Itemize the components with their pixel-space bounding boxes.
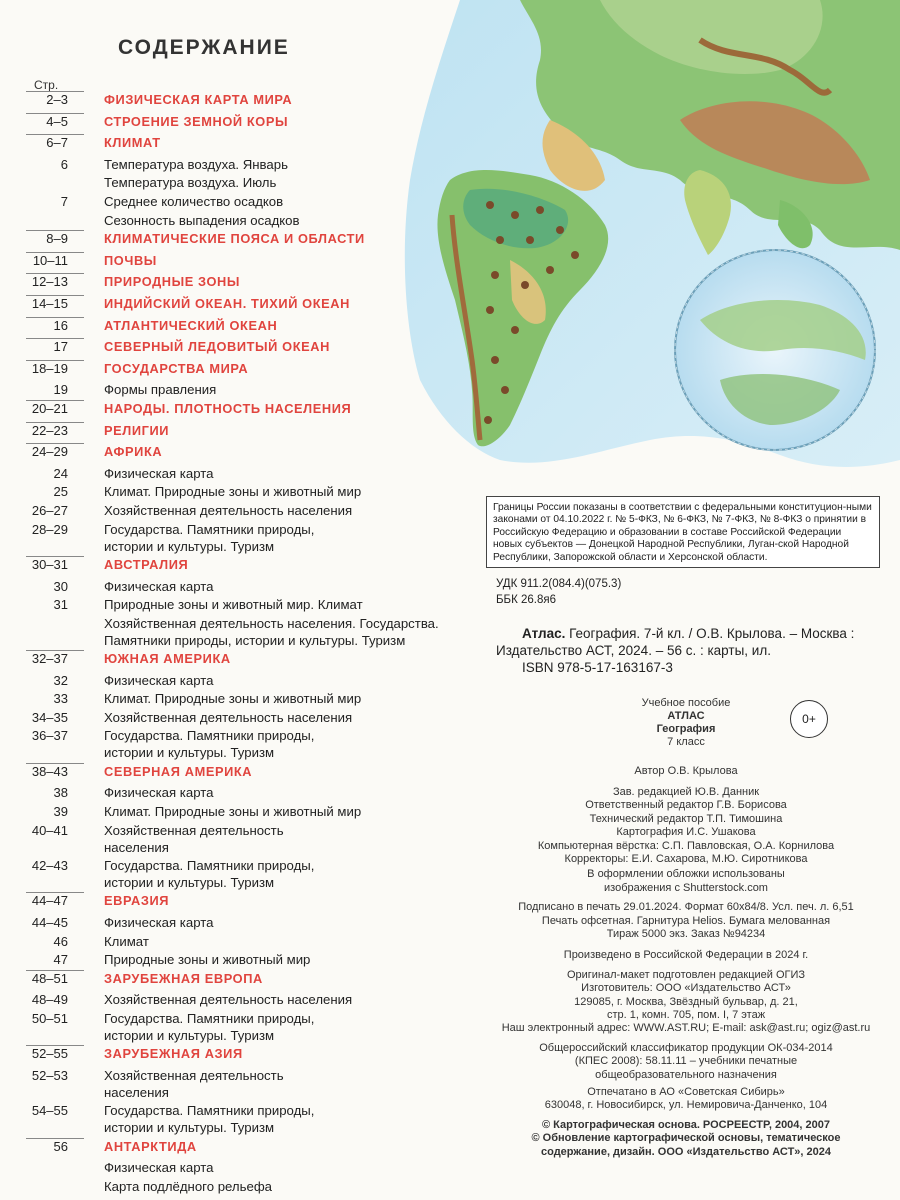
toc-page-number: 7 (60, 194, 68, 209)
printer-line: 630048, г. Новосибирск, ул. Немировича-Данченко, 104 (544, 1099, 828, 1112)
toc-label: АНТАРКТИДА (104, 1138, 197, 1154)
toc-label: ЮЖНАЯ АМЕРИКА (104, 651, 231, 667)
toc-label: СЕВЕРНАЯ АМЕРИКА (104, 763, 253, 779)
staff-line: Технический редактор Т.П. Тимошина (589, 812, 783, 825)
toc-label: Физическая карта (104, 914, 214, 930)
toc-label: АФРИКА (104, 444, 163, 460)
page-title: СОДЕРЖАНИЕ (118, 36, 290, 59)
age-rating-badge: 0+ (790, 700, 828, 738)
toc-page-number: 50–51 (31, 1010, 68, 1026)
toc-label: Государства. Памятники природы, (104, 521, 315, 537)
toc-label: Хозяйственная деятельность населения (104, 503, 353, 518)
toc-label: Государства. Памятники природы, (104, 728, 315, 744)
toc-label: Температура воздуха. Июль (104, 175, 277, 191)
borders-notice: Границы России показаны в соответствии с федеральными конституцион-ными законами от 04.10.2022 г. № 5-ФКЗ, № 6-ФКЗ, № 7-ФКЗ, № 8-ФКЗ о принятии в Российскую Федерацию и образовании в составе Российской Федерации новых субъектов — Донецкой Народной Республики, Луган-ской Народной Республики, Запорожской области и Херсонской области. (486, 496, 880, 568)
cover-credit-line: изображения с Shutterstock.com (604, 881, 768, 894)
toc-label-continued: населения (104, 1084, 169, 1100)
classifier-line: Общероссийский классификатор продукции ОК-034-2014 (539, 1041, 833, 1054)
toc-label: ГОСУДАРСТВА МИРА (104, 360, 249, 376)
toc-label: Природные зоны и животный мир. Климат (104, 597, 363, 613)
toc-label: РЕЛИГИИ (104, 422, 170, 438)
toc-label: ФИЗИЧЕСКАЯ КАРТА МИРА (104, 92, 293, 107)
toc-label: Сезонность выпадения осадков (104, 212, 300, 228)
toc-label: ПОЧВЫ (104, 252, 157, 268)
imprint-grade: 7 класс (667, 736, 705, 748)
toc-label: Физическая карта (104, 465, 214, 481)
classifier-line: (КПЕС 2008): 58.11.11 – учебники печатные (574, 1055, 798, 1068)
cover-credit-line: В оформлении обложки использованы (587, 868, 785, 881)
toc-page-number: 26–27 (31, 503, 68, 518)
toc-page-number: 39 (53, 804, 68, 820)
staff-line: Зав. редакцией Ю.В. Данник (612, 786, 760, 798)
toc-label: НАРОДЫ. ПЛОТНОСТЬ НАСЕЛЕНИЯ (104, 401, 352, 416)
toc-page-number: 38–43 (31, 763, 68, 779)
toc-page-number: 18–19 (31, 360, 68, 376)
toc-label: Среднее количество осадков (104, 194, 284, 209)
toc-page-number: 34–35 (31, 709, 68, 725)
imprint-author: Автор О.В. Крылова (634, 765, 738, 777)
staff-line: Корректоры: Е.И. Сахарова, М.Ю. Сиротникова (564, 853, 808, 865)
print-info-line: Подписано в печать 29.01.2024. Формат 60х84/8. Усл. печ. л. 6,51 (518, 901, 854, 914)
toc-page-number: 6 (60, 156, 68, 172)
toc-page-number: 17 (53, 339, 68, 355)
toc-label: ЗАРУБЕЖНАЯ ЕВРОПА (104, 970, 263, 986)
atlas-title: Атлас. (522, 626, 566, 641)
manufacturer-line: Оригинал-макет подготовлен редакцией ОГИЗ (566, 968, 806, 981)
toc-page-number: 44–47 (31, 893, 68, 909)
manufacturer-line: Изготовитель: ООО «Издательство АСТ» (581, 982, 791, 995)
toc-page-number: 38 (53, 785, 68, 801)
toc-page-number: 30–31 (31, 556, 68, 572)
toc-page-number: 30 (53, 578, 68, 594)
udk-code: УДК 911.2(084.4)(075.3) (496, 578, 622, 590)
production-country: Произведено в Российской Федерации в 2024 г. (563, 949, 809, 962)
printer-line: Отпечатано в АО «Советская Сибирь» (587, 1086, 785, 1098)
print-info-line: Печать офсетная. Гарнитура Helios. Бумага мелованная (541, 914, 831, 927)
toc-label: АВСТРАЛИЯ (104, 556, 189, 572)
toc-label: Хозяйственная деятельность населения (104, 992, 353, 1008)
toc-page-number: 24–29 (31, 444, 68, 460)
toc-label: АТЛАНТИЧЕСКИЙ ОКЕАН (104, 317, 278, 333)
toc-page-number: 47 (53, 952, 68, 968)
toc-page-number: 4–5 (46, 113, 68, 129)
toc-page-number: 10–11 (32, 252, 68, 268)
bibliographic-record (496, 625, 886, 676)
toc-label: ЕВРАЗИЯ (104, 893, 170, 909)
toc-label: КЛИМАТИЧЕСКИЕ ПОЯСА И ОБЛАСТИ (104, 231, 365, 247)
toc-page-number: 20–21 (31, 401, 68, 416)
world-map-illustration (400, 0, 900, 490)
toc-page-number: 19 (53, 382, 68, 398)
toc-label: Климат. Природные зоны и животный мир (104, 691, 362, 707)
toc-label: Климат. Природные зоны и животный мир (104, 484, 362, 500)
toc-label-continued: истории и культуры. Туризм (104, 538, 275, 554)
toc-page-number: 12–13 (31, 274, 68, 290)
toc-label: ПРИРОДНЫЕ ЗОНЫ (104, 274, 241, 290)
toc-label: Хозяйственная деятельность (104, 822, 284, 838)
toc-label: СЕВЕРНЫЙ ЛЕДОВИТЫЙ ОКЕАН (104, 339, 330, 355)
toc-label: СТРОЕНИЕ ЗЕМНОЙ КОРЫ (104, 113, 289, 129)
toc-label-continued: населения (104, 839, 169, 855)
toc-label: Хозяйственная деятельность (104, 1067, 284, 1083)
toc-page-number: 32–37 (31, 651, 68, 667)
toc-page-number: 52–53 (31, 1067, 68, 1083)
email-line: Наш электронный адрес: WWW.AST.RU; E-mail: ask@ast.ru; ogiz@ast.ru (501, 1022, 871, 1035)
imprint-subject: География (656, 723, 716, 735)
toc-page-number: 52–55 (31, 1046, 68, 1062)
toc-label: Государства. Памятники природы, (104, 857, 315, 873)
toc-label: ИНДИЙСКИЙ ОКЕАН. ТИХИЙ ОКЕАН (104, 296, 350, 311)
toc-label: Климат. Природные зоны и животный мир (104, 804, 362, 820)
toc-page-number: 36–37 (31, 728, 68, 744)
toc-page-number: 31 (53, 597, 68, 613)
toc-label-continued: истории и культуры. Туризм (104, 1120, 275, 1136)
toc-label: Природные зоны и животный мир (104, 952, 311, 968)
print-info-line: Тираж 5000 экз. Заказ №94234 (606, 928, 766, 940)
toc-page-number: 32 (53, 672, 68, 688)
toc-label: Формы правления (104, 382, 217, 398)
toc-label: Государства. Памятники природы, (104, 1103, 315, 1119)
toc-label-continued: Памятники природы, истории и культуры. Туризм (104, 632, 406, 648)
imprint-name: АТЛАС (667, 710, 705, 722)
atlas-line-1: География. 7-й кл. / О.В. Крылова. – Москва : (565, 626, 855, 641)
toc-label-continued: истории и культуры. Туризм (104, 745, 275, 761)
toc-label: Температура воздуха. Январь (104, 156, 288, 172)
toc-page-number: 14–15 (31, 296, 68, 311)
manufacturer-line: стр. 1, комн. 705, пом. I, 7 этаж (606, 1009, 766, 1021)
toc-label-continued: истории и культуры. Туризм (104, 874, 275, 890)
toc-label: Карта подлёдного рельефа (104, 1178, 273, 1194)
toc-label: Физическая карта (104, 672, 214, 688)
copyright-line: содержание, дизайн. ООО «Издательство АСТ», 2024 (541, 1145, 831, 1158)
imprint-kind: Учебное пособие (641, 697, 731, 709)
copyright-line: © Картографическая основа. РОСРЕЕСТР, 2004, 2007 (541, 1118, 831, 1131)
toc-page-number: 48–49 (31, 992, 68, 1008)
toc-label: Хозяйственная деятельность населения (104, 709, 353, 725)
toc-page-number: 6–7 (46, 135, 68, 151)
isbn: ISBN 978-5-17-163167-3 (522, 660, 673, 675)
toc-page-number: 46 (53, 933, 68, 949)
page-column-label: Стр. (34, 78, 59, 92)
classifier-line: общеобразовательного назначения (595, 1068, 777, 1081)
toc-label: Физическая карта (104, 1160, 214, 1176)
toc-label: Физическая карта (104, 578, 214, 594)
copyright-line: © Обновление картографической основы, тематическое (531, 1132, 841, 1145)
toc-page-number: 25 (53, 484, 68, 500)
toc-page-number: 2–3 (46, 92, 68, 107)
toc-page-number: 42–43 (31, 857, 68, 873)
toc-page-number: 24 (53, 465, 68, 481)
toc-page-number: 22–23 (31, 422, 68, 438)
toc-page-number: 44–45 (31, 914, 68, 930)
toc-page-number: 28–29 (31, 521, 68, 537)
toc-label-continued: истории и культуры. Туризм (104, 1027, 275, 1043)
toc-page-number: 56 (53, 1138, 68, 1154)
bbk-code: ББК 26.8я6 (496, 594, 556, 606)
toc-page-number: 16 (53, 317, 68, 333)
toc-label: КЛИМАТ (104, 135, 161, 151)
toc-label: ЗАРУБЕЖНАЯ АЗИЯ (104, 1046, 243, 1062)
staff-line: Компьютерная вёрстка: С.П. Павловская, О.А. Корнилова (537, 839, 835, 852)
toc-label: Климат (104, 933, 149, 949)
staff-line: Картография И.С. Ушакова (616, 826, 756, 839)
toc-page-number: 48–51 (31, 970, 68, 986)
toc-page-number: 33 (53, 691, 68, 707)
toc-page-number: 40–41 (31, 822, 68, 838)
toc-page-number: 8–9 (46, 231, 68, 247)
toc-label: Хозяйственная деятельность населения. Государства. (104, 615, 439, 631)
toc-label: Физическая карта (104, 785, 214, 801)
manufacturer-line: 129085, г. Москва, Звёздный бульвар, д. 21, (574, 995, 798, 1008)
staff-line: Ответственный редактор Г.В. Борисова (585, 799, 787, 812)
toc-label: Государства. Памятники природы, (104, 1010, 315, 1026)
atlas-line-2: Издательство АСТ, 2024. – 56 с. : карты, ил. (496, 643, 771, 658)
toc-page-number: 54–55 (31, 1103, 68, 1119)
